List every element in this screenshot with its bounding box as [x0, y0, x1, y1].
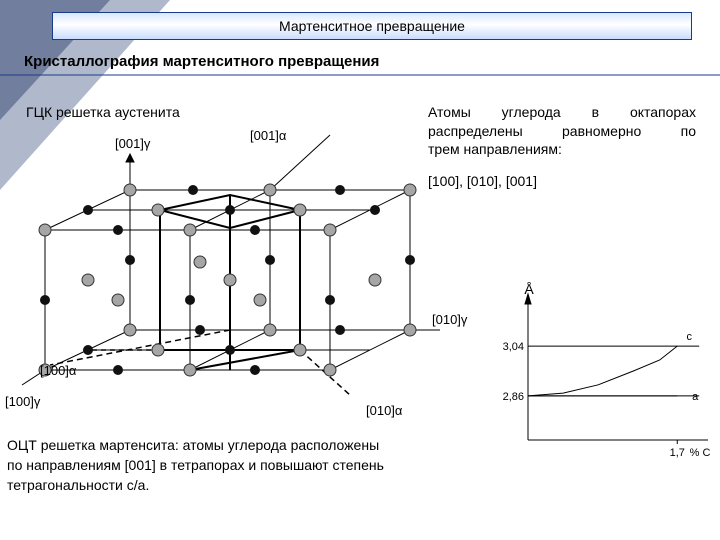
series-line-c: [528, 346, 677, 396]
axis-label-001-alpha: [001]α: [250, 128, 287, 143]
slide-title: Мартенситное превращение: [52, 12, 692, 40]
carbon-note-line2: распределены равномерно по: [428, 123, 696, 139]
bcc-note-line1: ОЦТ решетка мартенсита: атомы углерода расположены: [7, 437, 380, 453]
carbon-note-line3: трем направлениям:: [428, 141, 562, 157]
series-label-a: a: [692, 390, 699, 403]
slide-subtitle: Кристаллография мартенситного превращения: [24, 53, 380, 70]
bcc-note-line3: тетрагональности с/а.: [7, 477, 150, 493]
y-tick-label-1: 2,86: [502, 390, 524, 403]
series-label-c: c: [686, 331, 693, 344]
carbon-directions: [100], [010], [001]: [428, 173, 537, 189]
chart-x-label: % C: [689, 447, 711, 459]
fcc-lattice-label: ГЦК решетка аустенита: [26, 104, 180, 120]
axis-label-100-gamma: [100]γ: [5, 394, 41, 409]
axis-label-010-alpha: [010]α: [366, 403, 403, 418]
bcc-note-line2: по направлениям [001] в тетрапорах и повышают степень: [7, 457, 384, 473]
axis-label-001-gamma: [001]γ: [115, 136, 151, 151]
chart-y-label: Å: [524, 281, 534, 297]
carbon-note-line1: Атомы углерода в октапорах: [428, 104, 696, 120]
y-tick-label-0: 3,04: [502, 341, 524, 354]
x-tick-label-0: 1,7: [669, 447, 685, 459]
axis-label-010-gamma: [010]γ: [432, 312, 468, 327]
axis-label-100-alpha: [100]α: [40, 363, 77, 378]
lattice-parameter-chart: [470, 280, 715, 470]
